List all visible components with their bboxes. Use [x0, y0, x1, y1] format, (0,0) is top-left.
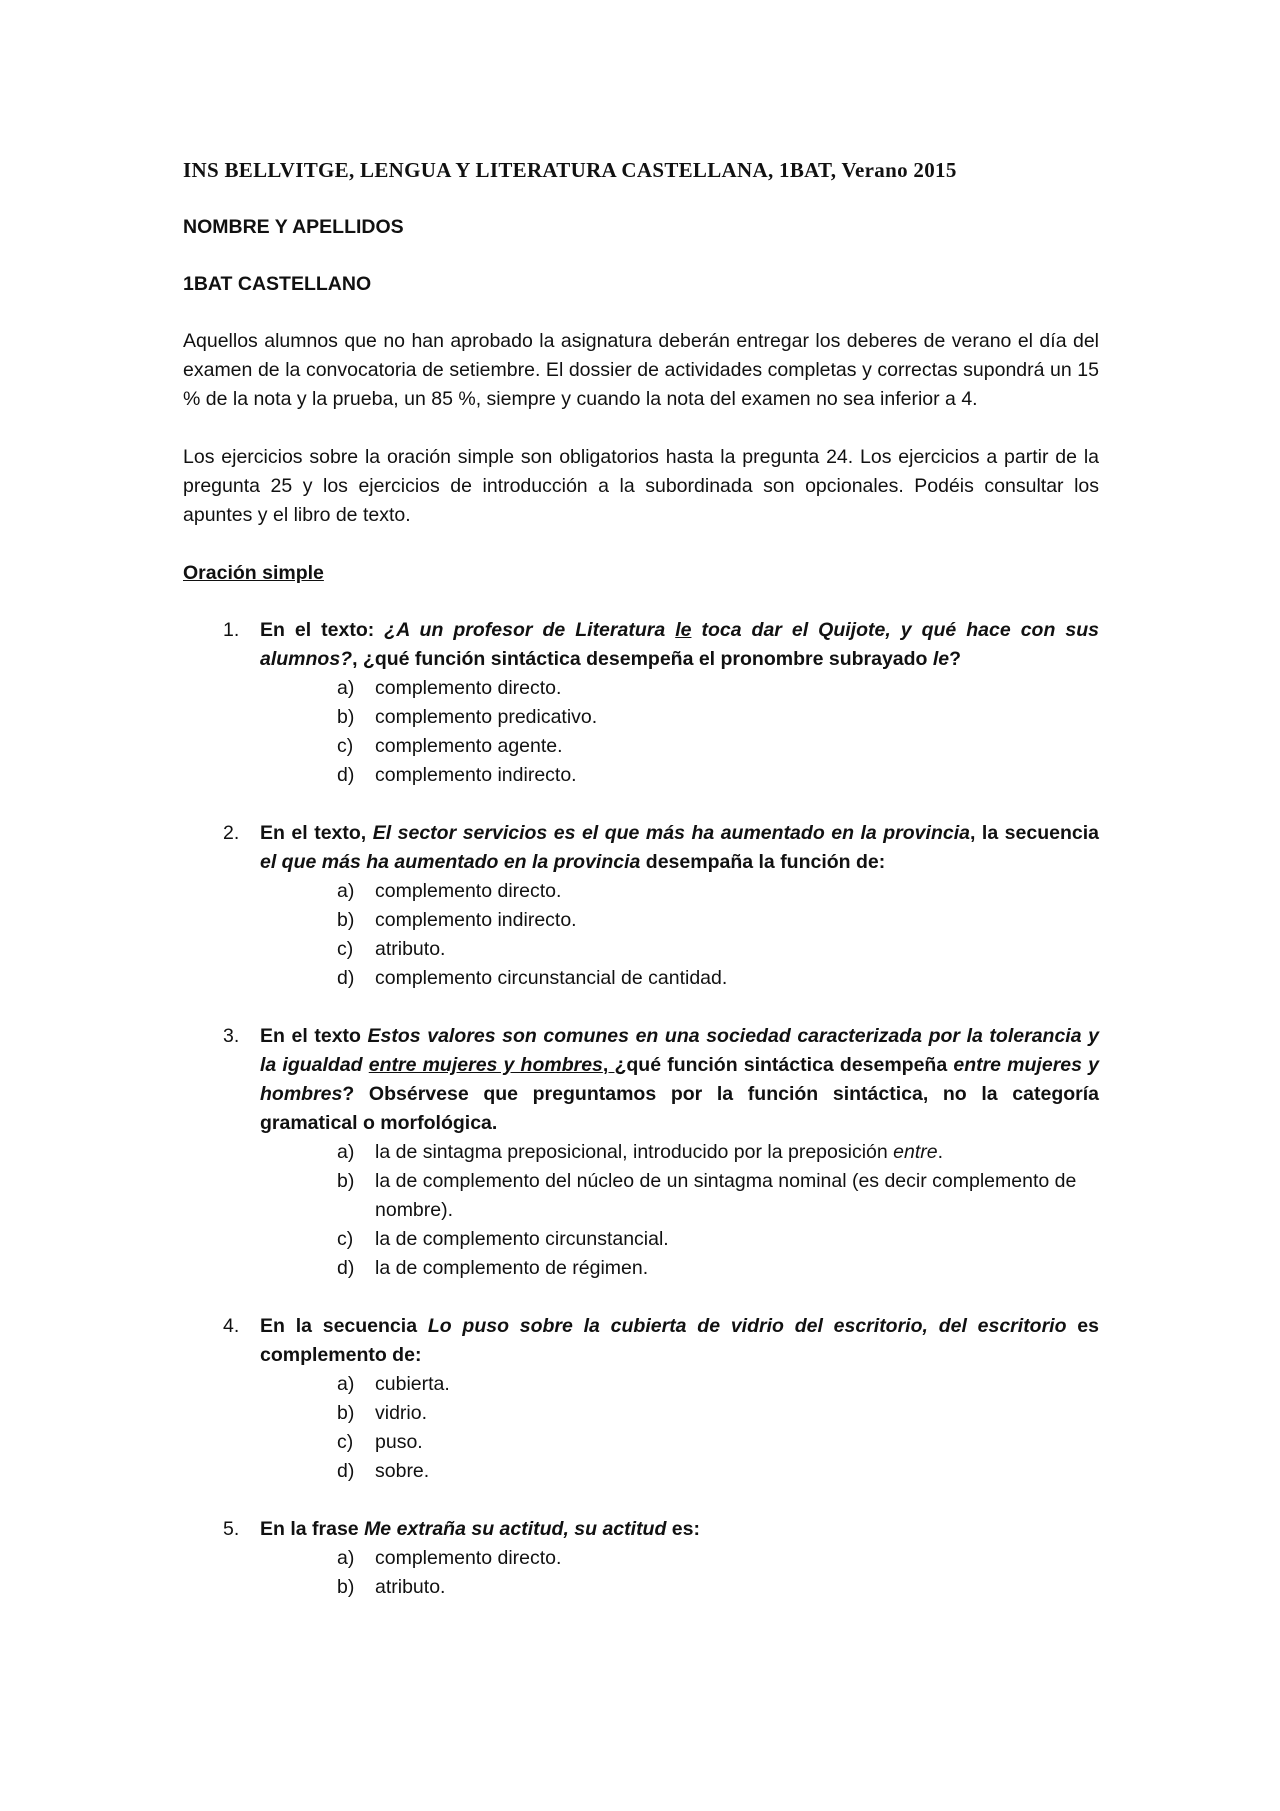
question-number: 1.	[223, 619, 240, 641]
option-item	[337, 1254, 1099, 1283]
question-2	[183, 819, 1099, 993]
question-quote: el que más ha aumentado en la provincia	[260, 851, 641, 873]
name-label: NOMBRE Y APELLIDOS	[183, 216, 404, 238]
option-letter: a)	[337, 1373, 355, 1395]
option-text: sobre.	[375, 1460, 430, 1482]
question-quote: Me extraña su actitud, su actitud	[364, 1518, 667, 1540]
option-text: complemento directo.	[375, 880, 562, 902]
question-4	[183, 1312, 1099, 1486]
option-letter: d)	[337, 1460, 355, 1482]
option-letter: b)	[337, 1576, 355, 1598]
question-text-part: ?	[949, 648, 962, 670]
question-5	[183, 1515, 1099, 1602]
option-item	[337, 761, 1099, 790]
question-number: 3.	[223, 1025, 240, 1047]
question-text-part: ,	[602, 1054, 615, 1076]
option-item	[337, 1167, 1099, 1225]
option-item	[337, 732, 1099, 761]
option-item	[337, 1225, 1099, 1254]
option-text: la de complemento circunstancial.	[375, 1228, 669, 1250]
question-quote: Estos valores son comunes en una sociedad caracterizada por la tolerancia y la igualdad	[260, 1025, 1099, 1076]
intro-paragraph-1: Aquellos alumnos que no han aprobado la asignatura deberán entregar los deberes de verano el día del examen de la convocatoria de setiembre. El dossier de actividades completas y correctas supondrá un 15 % de la nota y la prueba, un 85 %, siempre y cuando la nota del examen no sea inferior a 4.	[183, 330, 1099, 410]
question-text-part: En el texto,	[260, 822, 373, 844]
option-letter: b)	[337, 1402, 355, 1424]
option-item	[337, 906, 1099, 935]
option-text: la de complemento del núcleo de un sintagma nominal (es decir complemento de nombre).	[375, 1170, 1077, 1221]
question-text	[260, 616, 1099, 674]
question-1	[183, 616, 1099, 790]
option-item	[337, 1138, 1099, 1167]
section-title: Oración simple	[183, 562, 324, 584]
option-text: atributo.	[375, 1576, 446, 1598]
question-quote: le	[932, 648, 950, 670]
question-text-part: ? Obsérvese que preguntamos por la función sintáctica, no la categoría gramatical o morfológica.	[260, 1083, 1099, 1134]
option-text: cubierta.	[375, 1373, 450, 1395]
question-quote: Lo puso sobre la cubierta de vidrio del escritorio, del escritorio	[427, 1315, 1067, 1337]
intro-paragraph-2: Los ejercicios sobre la oración simple son obligatorios hasta la pregunta 24. Los ejercicios a partir de la pregunta 25 y los ejercicios de introducción a la subordinada son opcionales. Podéis consultar los apuntes y el libro de texto.	[183, 446, 1099, 526]
question-text-part: En el texto	[260, 1025, 368, 1047]
question-quote: toca dar el Quijote, y qué hace con sus alumnos?	[260, 619, 1099, 670]
option-letter: b)	[337, 706, 355, 728]
option-letter: a)	[337, 677, 355, 699]
question-text	[260, 1312, 1099, 1370]
option-text: puso.	[375, 1431, 423, 1453]
option-text: complemento agente.	[375, 735, 563, 757]
option-letter: b)	[337, 909, 355, 931]
question-text-part: En la secuencia	[260, 1315, 428, 1337]
option-list	[260, 1544, 1099, 1602]
question-text-part: , ¿qué función sintáctica desempeña el pronombre subrayado	[352, 648, 933, 670]
question-3	[183, 1022, 1099, 1283]
question-quote: ¿A un profesor de Literatura	[384, 619, 676, 641]
question-quote: entre mujeres y hombres	[260, 1054, 1099, 1105]
question-quote: El sector servicios es el que más ha aumentado en la provincia	[372, 822, 970, 844]
question-text-part: , la secuencia	[969, 822, 1099, 844]
option-text-end: .	[937, 1141, 944, 1163]
question-text-part: En el texto:	[260, 619, 385, 641]
option-item	[337, 1544, 1099, 1573]
option-text: complemento directo.	[375, 1547, 562, 1569]
option-list	[260, 1370, 1099, 1486]
question-number: 2.	[223, 822, 240, 844]
option-text: la de complemento de régimen.	[375, 1257, 649, 1279]
option-text: atributo.	[375, 938, 446, 960]
question-text-part: desempaña la función de:	[640, 851, 886, 873]
option-text: complemento directo.	[375, 677, 562, 699]
option-letter: c)	[337, 735, 354, 757]
question-text-part: ¿qué función sintáctica desempeña	[614, 1054, 954, 1076]
option-text: complemento circunstancial de cantidad.	[375, 967, 728, 989]
option-letter: b)	[337, 1170, 355, 1192]
option-item	[337, 964, 1099, 993]
option-letter: a)	[337, 880, 355, 902]
question-quote-underlined: entre mujeres y hombres	[368, 1054, 603, 1076]
option-list	[260, 674, 1099, 790]
question-text	[260, 1515, 1099, 1544]
question-quote-underlined: le	[675, 619, 692, 641]
option-list	[260, 877, 1099, 993]
option-item	[337, 1399, 1099, 1428]
option-item	[337, 935, 1099, 964]
option-text: vidrio.	[375, 1402, 428, 1424]
option-item	[337, 1370, 1099, 1399]
option-letter: a)	[337, 1141, 355, 1163]
option-letter: c)	[337, 1228, 354, 1250]
option-list	[260, 1138, 1099, 1283]
question-number: 4.	[223, 1315, 240, 1337]
question-text-part: En la frase	[260, 1518, 365, 1540]
option-item	[337, 877, 1099, 906]
option-item	[337, 703, 1099, 732]
question-text-part: es complemento de:	[260, 1315, 1099, 1366]
course-label: 1BAT CASTELLANO	[183, 273, 372, 295]
question-number: 5.	[223, 1518, 240, 1540]
option-text-emphasis: entre	[893, 1141, 938, 1163]
option-letter: d)	[337, 1257, 355, 1279]
option-letter: a)	[337, 1547, 355, 1569]
option-letter: d)	[337, 764, 355, 786]
question-text	[260, 1022, 1099, 1138]
option-item	[337, 1428, 1099, 1457]
option-item	[337, 1573, 1099, 1602]
option-text: complemento predicativo.	[375, 706, 598, 728]
option-letter: c)	[337, 1431, 354, 1453]
question-text	[260, 819, 1099, 877]
option-text: la de sintagma preposicional, introducido por la preposición	[375, 1141, 894, 1163]
option-letter: c)	[337, 938, 354, 960]
option-text: complemento indirecto.	[375, 909, 577, 931]
question-text-part: es:	[666, 1518, 700, 1540]
option-text: complemento indirecto.	[375, 764, 577, 786]
document-title: INS BELLVITGE, LENGUA Y LITERATURA CASTELLANA, 1BAT, Verano 2015	[183, 158, 957, 182]
question-list	[183, 616, 1099, 1602]
option-item	[337, 1457, 1099, 1486]
option-letter: d)	[337, 967, 355, 989]
option-item	[337, 674, 1099, 703]
document-page	[183, 156, 1099, 1631]
